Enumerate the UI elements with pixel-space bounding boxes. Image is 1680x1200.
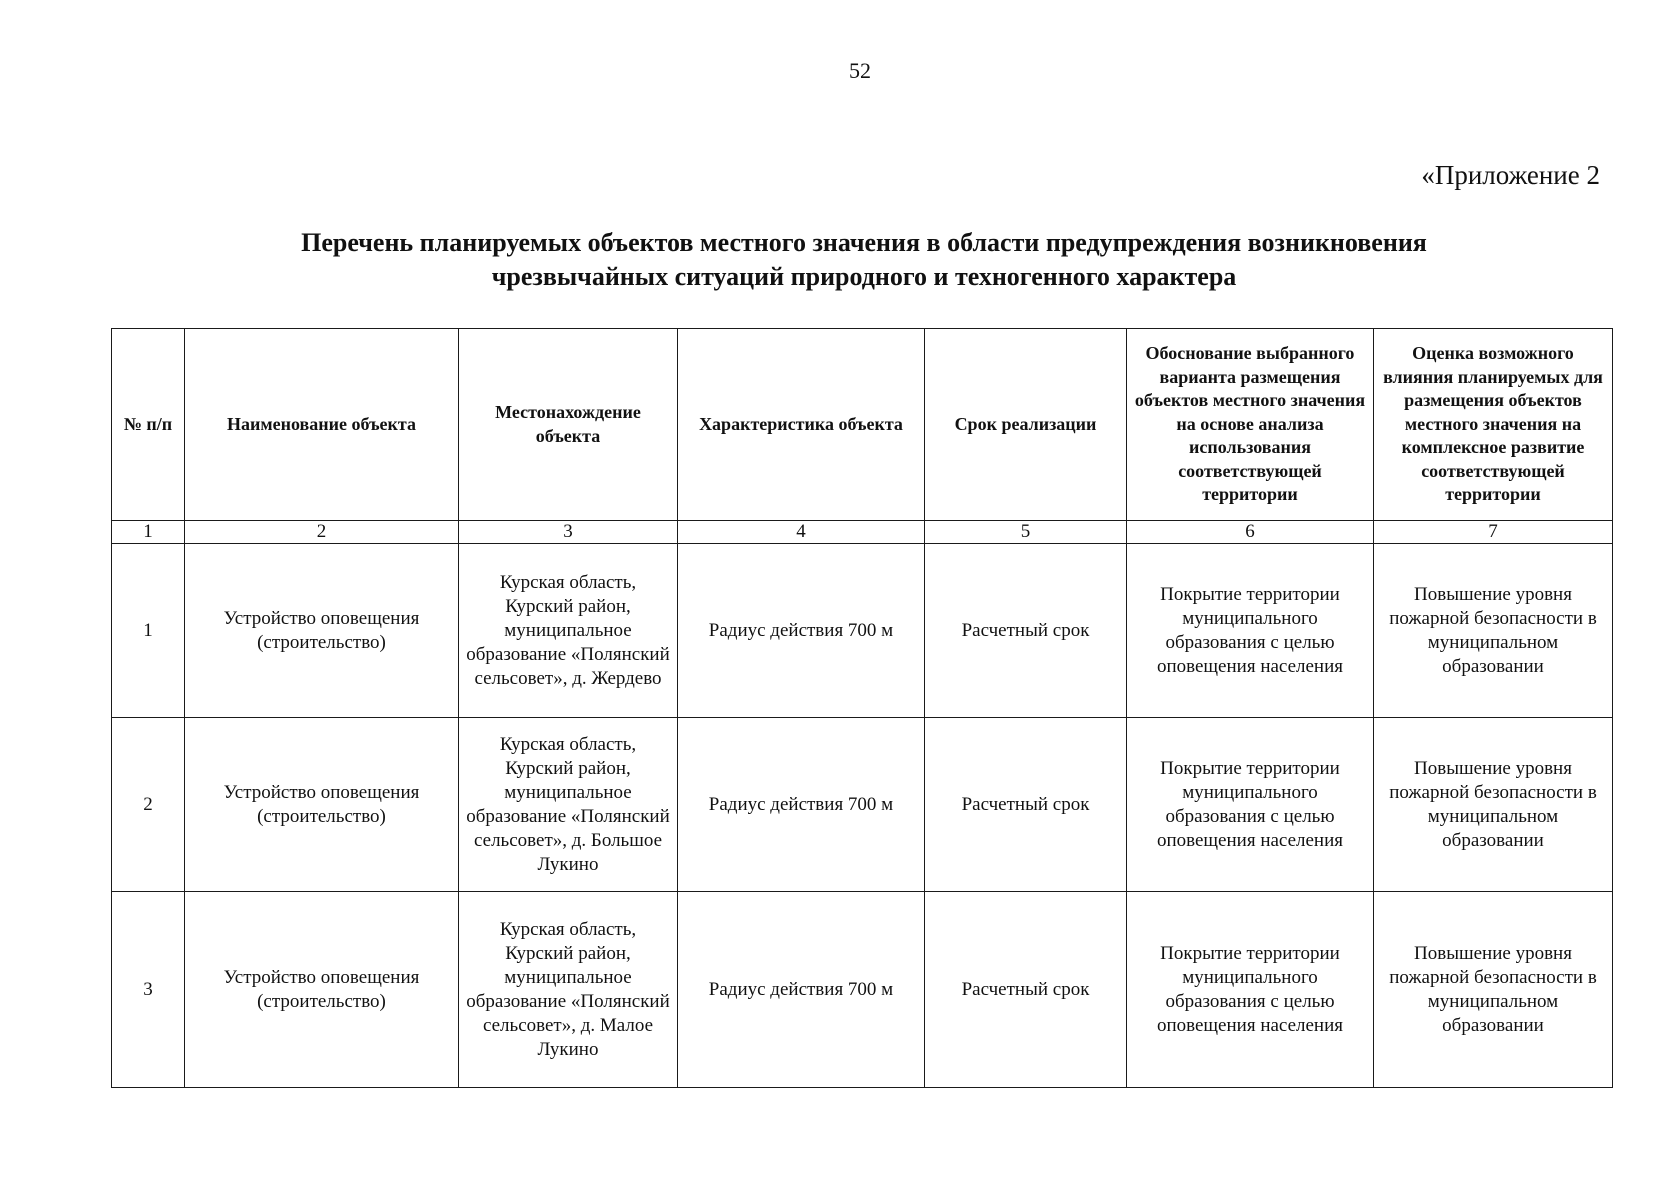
page-number: 52 [849,58,871,83]
column-number-cell: 6 [1127,521,1374,544]
object-name-cell: Устройство оповещения (строительство) [185,544,459,718]
table-row [112,544,1613,718]
characteristic-cell: Радиус действия 700 м [678,892,925,1088]
column-number-cell: 7 [1374,521,1613,544]
column-number-row [112,521,1613,544]
object-name-cell: Устройство оповещения (строительство) [185,892,459,1088]
column-number-cell: 5 [925,521,1127,544]
column-number-cell: 4 [678,521,925,544]
table-header-row [112,329,1613,521]
assessment-cell: Повышение уровня пожарной безопасности в муниципальном образовании [1374,892,1613,1088]
header-cell-assessment: Оценка возможного влияния планируемых для размещения объектов местного значения на комплексное развитие соответствующей территории [1374,329,1613,521]
row-number-cell: 2 [112,718,185,892]
row-number-cell: 1 [112,544,185,718]
appendix-label: «Приложение 2 [1421,160,1600,190]
row-number-cell: 3 [112,892,185,1088]
location-cell: Курская область, Курский район, муниципальное образование «Полянский сельсовет», д. Малое Лукино [459,892,678,1088]
term-cell: Расчетный срок [925,892,1127,1088]
header-cell-name: Наименование объекта [185,329,459,521]
table-row [112,718,1613,892]
location-cell: Курская область, Курский район, муниципальное образование «Полянский сельсовет», д. Большое Лукино [459,718,678,892]
justification-cell: Покрытие территории муниципального образования с целью оповещения населения [1127,892,1374,1088]
characteristic-cell: Радиус действия 700 м [678,718,925,892]
column-number-cell: 3 [459,521,678,544]
header-cell-justification: Обоснование выбранного варианта размещения объектов местного значения на основе анализа использования соответствующей территории [1127,329,1374,521]
objects-table [111,328,1613,1088]
characteristic-cell: Радиус действия 700 м [678,544,925,718]
assessment-cell: Повышение уровня пожарной безопасности в муниципальном образовании [1374,718,1613,892]
term-cell: Расчетный срок [925,718,1127,892]
column-number-cell: 2 [185,521,459,544]
justification-cell: Покрытие территории муниципального образования с целью оповещения населения [1127,718,1374,892]
header-cell-location: Местонахождение объекта [459,329,678,521]
justification-cell: Покрытие территории муниципального образования с целью оповещения населения [1127,544,1374,718]
table-row [112,892,1613,1088]
title-line-1: Перечень планируемых объектов местного значения в области предупреждения возникновения [301,228,1427,257]
assessment-cell: Повышение уровня пожарной безопасности в муниципальном образовании [1374,544,1613,718]
header-cell-number: № п/п [112,329,185,521]
header-cell-characteristic: Характеристика объекта [678,329,925,521]
document-title [110,226,1618,294]
object-name-cell: Устройство оповещения (строительство) [185,718,459,892]
header-cell-term: Срок реализации [925,329,1127,521]
column-number-cell: 1 [112,521,185,544]
title-line-2: чрезвычайных ситуаций природного и техногенного характера [491,262,1237,291]
location-cell: Курская область, Курский район, муниципальное образование «Полянский сельсовет», д. Жердево [459,544,678,718]
term-cell: Расчетный срок [925,544,1127,718]
